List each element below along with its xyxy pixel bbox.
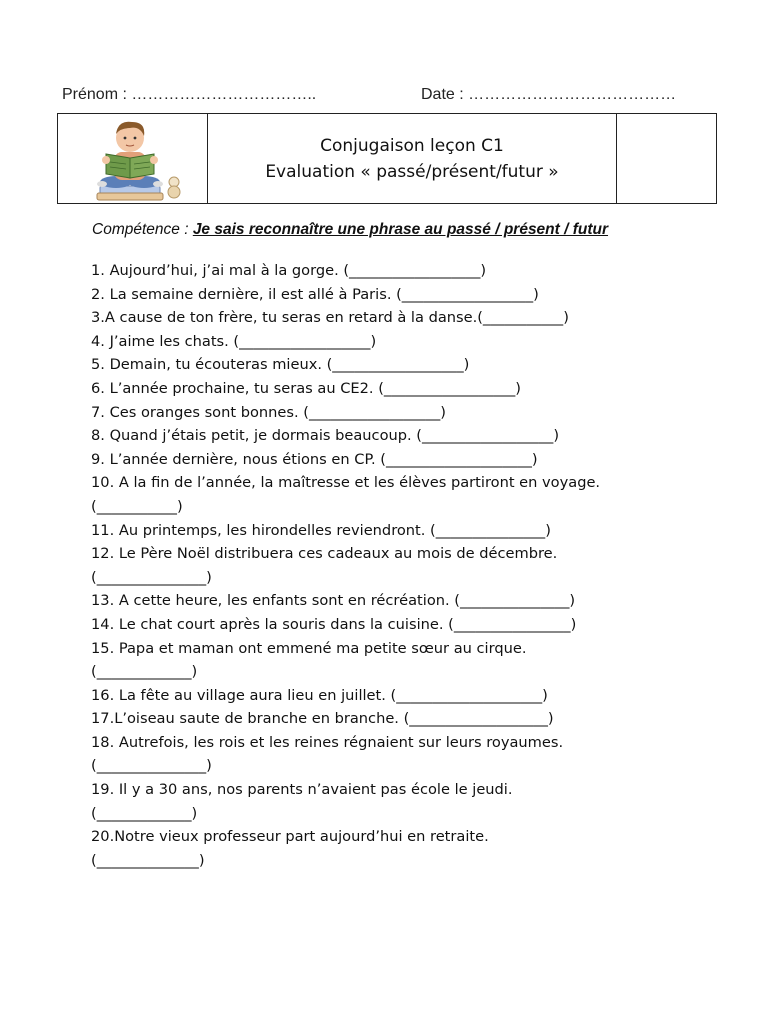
question-line[interactable]: 8. Quand j’étais petit, je dormais beaucoup. (__________________) xyxy=(91,427,560,445)
answer-blank[interactable]: (___________) xyxy=(91,497,183,515)
question-line: 10. A la fin de l’année, la maîtresse et les élèves partiront en voyage. xyxy=(91,474,601,492)
question-line[interactable]: 6. L’année prochaine, tu seras au CE2. (__________________) xyxy=(91,379,521,397)
date-field[interactable]: Date : ………………………………… xyxy=(421,86,677,103)
answer-blank[interactable]: (_______________) xyxy=(91,757,212,775)
question-line: 20.Notre vieux professeur part aujourd’hui en retraite. xyxy=(91,828,489,846)
question-line[interactable]: 17.L’oiseau saute de branche en branche. (___________________) xyxy=(91,710,554,728)
answer-blank[interactable]: (_______________) xyxy=(91,568,212,586)
question-line[interactable]: 7. Ces oranges sont bonnes. (__________________) xyxy=(91,403,447,421)
title-cell xyxy=(208,114,617,203)
question-line[interactable]: 3.A cause de ton frère, tu seras en retard à la danse.(___________) xyxy=(91,309,569,327)
reading-child-illustration xyxy=(92,116,188,202)
question-line[interactable]: 2. La semaine dernière, il est allé à Paris. (__________________) xyxy=(91,285,539,303)
question-line: 18. Autrefois, les rois et les reines régnaient sur leurs royaumes. xyxy=(91,733,564,751)
answer-blank[interactable]: (______________) xyxy=(91,851,205,869)
answer-blank[interactable]: (_____________) xyxy=(91,804,198,822)
illustration-cell xyxy=(58,114,208,203)
score-cell xyxy=(617,114,716,203)
question-line: 12. Le Père Noël distribuera ces cadeaux au mois de décembre. xyxy=(91,545,558,563)
name-date-line xyxy=(62,86,722,108)
header-box xyxy=(57,113,717,204)
question-list xyxy=(91,259,691,872)
competence-label: Compétence : xyxy=(92,221,193,238)
prenom-field[interactable]: Prénom : …………………………….. xyxy=(62,86,317,103)
question-line[interactable]: 5. Demain, tu écouteras mieux. (__________________) xyxy=(91,356,470,374)
lesson-title: Conjugaison leçon C1 xyxy=(320,135,504,156)
question-line[interactable]: 9. L’année dernière, nous étions en CP. (____________________) xyxy=(91,450,538,468)
question-line[interactable]: 13. A cette heure, les enfants sont en récréation. (_______________) xyxy=(91,592,576,610)
question-line[interactable]: 14. Le chat court après la souris dans la cuisine. (________________) xyxy=(91,615,577,633)
question-line[interactable]: 16. La fête au village aura lieu en juillet. (____________________) xyxy=(91,686,548,704)
competence-skill: Je sais reconnaître une phrase au passé / présent / futur xyxy=(192,221,609,238)
competence-line xyxy=(92,221,672,239)
question-line[interactable]: 4. J’aime les chats. (__________________) xyxy=(91,332,377,350)
question-line: 19. Il y a 30 ans, nos parents n’avaient pas école le jeudi. xyxy=(91,781,513,799)
answer-blank[interactable]: (_____________) xyxy=(91,663,198,681)
question-line[interactable]: 11. Au printemps, les hirondelles reviendront. (_______________) xyxy=(91,521,551,539)
question-line: 15. Papa et maman ont emmené ma petite sœur au cirque. xyxy=(91,639,527,657)
question-line[interactable]: 1. Aujourd’hui, j’ai mal à la gorge. (__________________) xyxy=(91,262,487,279)
evaluation-title: Evaluation « passé/présent/futur » xyxy=(265,161,559,182)
